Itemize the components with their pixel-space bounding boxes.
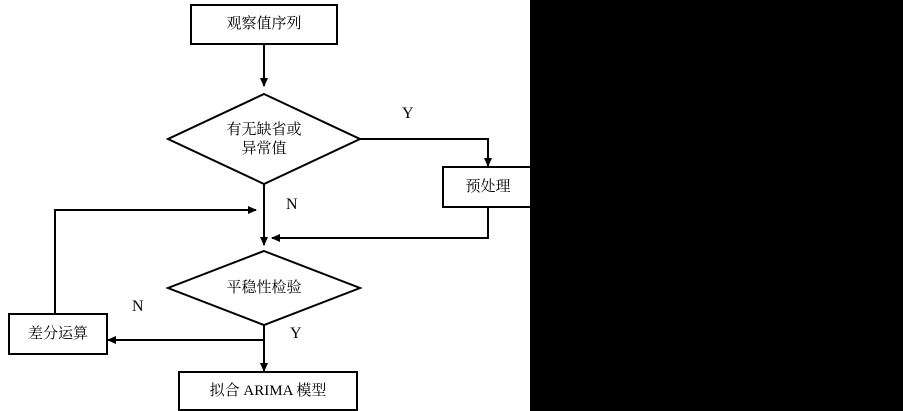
edge-label-missing-yes: Y	[402, 105, 414, 122]
edge-label-missing-no: N	[286, 196, 298, 213]
node-missing-check-label-line1: 有无缺省或	[226, 122, 302, 139]
node-stationarity-label: 平稳性检验	[226, 279, 302, 296]
node-preprocess-label: 预处理	[465, 178, 511, 195]
node-fit-model-label: 拟合 ARIMA 模型	[209, 382, 327, 399]
decision-shape-missing	[168, 94, 360, 184]
edge-missing-yes-to-preprocess	[360, 139, 488, 166]
node-difference[interactable]	[8, 313, 108, 355]
node-difference-label: 差分运算	[27, 325, 88, 342]
node-missing-check-label-line2: 异常值	[241, 141, 287, 157]
edge-label-stationarity-no: N	[132, 298, 144, 315]
edge-stationarity-no-to-difference	[108, 325, 264, 340]
node-observation-label: 观察值序列	[226, 16, 302, 33]
node-preprocess[interactable]	[442, 166, 534, 208]
node-fit-model[interactable]	[178, 371, 358, 411]
node-observation[interactable]	[190, 4, 338, 45]
edge-label-stationarity-yes: Y	[290, 325, 302, 342]
edge-preprocess-to-junction	[272, 208, 488, 238]
blank-right-area	[530, 0, 903, 411]
decision-shape-stationarity	[168, 251, 360, 325]
